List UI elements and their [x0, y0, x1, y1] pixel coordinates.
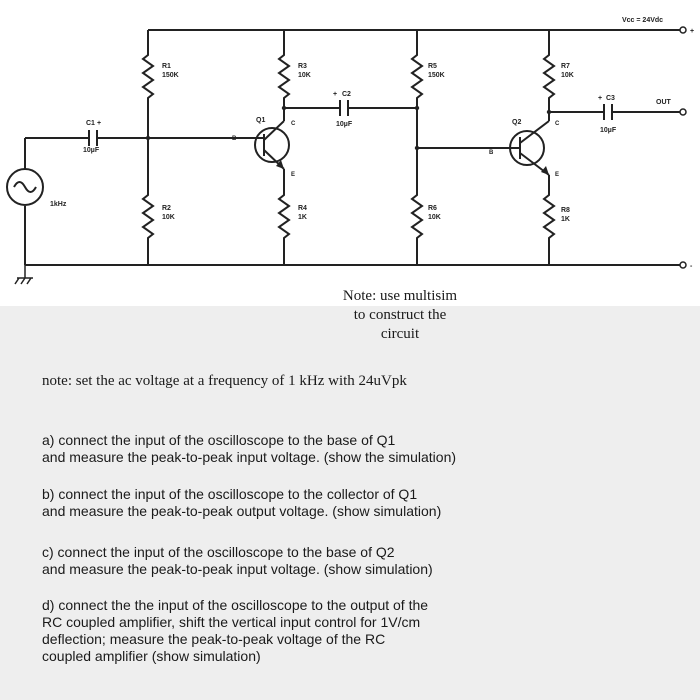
sine-wave-icon: [14, 182, 36, 192]
r4-value: 1K: [298, 214, 307, 221]
multisim-note-line-3: circuit: [380, 326, 420, 342]
c3-capacitor-icon: [604, 104, 612, 120]
r8-value: 1K: [561, 216, 570, 223]
q2-name: Q2: [512, 119, 522, 126]
c1-capacitor-icon: [89, 130, 97, 146]
question-b-line-1: b) connect the input of the oscilloscope to the collector of Q1: [42, 486, 418, 502]
r2-name: R2: [162, 205, 171, 212]
q2-pin-c: C: [555, 121, 560, 127]
source-frequency-label: 1kHz: [50, 201, 67, 208]
q2-pin-e: E: [555, 172, 560, 178]
question-a-line-1: a) connect the input of the oscilloscope to the base of Q1: [42, 432, 396, 448]
c2-value: 10µF: [336, 121, 353, 128]
question-c-line-1: c) connect the input of the oscilloscope to the base of Q2: [42, 544, 395, 560]
r8-resistor-icon: [544, 175, 554, 265]
q1-pin-c: C: [291, 121, 296, 127]
c3-polarity: +: [598, 95, 603, 102]
multisim-note-line-2: to construct the: [353, 307, 447, 323]
output-terminal: [680, 109, 686, 115]
output-label: OUT: [656, 99, 671, 106]
r7-value: 10K: [561, 72, 574, 79]
vcc-terminal: [680, 27, 686, 33]
r5-name: R5: [428, 63, 437, 70]
question-d: [42, 597, 522, 665]
r4-resistor-icon: [279, 169, 289, 265]
r5-node: [415, 106, 419, 110]
r7-resistor-icon: [544, 30, 554, 121]
c2-capacitor-icon: [340, 100, 348, 116]
r6-name: R6: [428, 205, 437, 212]
r1-value: 150K: [162, 72, 179, 79]
ac-voltage-note: note: set the ac voltage at a frequency of 1 kHz with 24uVpk: [42, 373, 407, 389]
c2-name: C2: [342, 91, 351, 98]
question-c: [42, 544, 522, 578]
r6-value: 10K: [428, 214, 441, 221]
vcc-plus-sign: +: [690, 28, 695, 35]
question-c-line-2: and measure the peak-to-peak input voltage. (show simulation): [42, 561, 433, 577]
multisim-note-line-1: Note: use multisim: [342, 288, 458, 304]
r3-value: 10K: [298, 72, 311, 79]
ground-icon: [15, 265, 33, 284]
r8-name: R8: [561, 207, 570, 214]
r7-name: R7: [561, 63, 570, 70]
multisim-note: [300, 287, 500, 344]
ground-terminal: [680, 262, 686, 268]
question-a-line-2: and measure the peak-to-peak input voltage. (show the simulation): [42, 449, 457, 465]
c1-polarity: +: [97, 120, 102, 127]
question-d-line-4: coupled amplifier (show simulation): [42, 648, 261, 664]
question-d-line-2: RC coupled amplifier, shift the vertical input control for 1V/cm: [42, 614, 421, 630]
c1-name: C1: [86, 120, 95, 127]
r2-value: 10K: [162, 214, 175, 221]
c3-name: C3: [606, 95, 615, 102]
question-a: [42, 432, 522, 466]
vcc-label: Vcc = 24Vdc: [622, 17, 664, 24]
q1-name: Q1: [256, 117, 266, 124]
q1-pin-e: E: [291, 172, 296, 178]
q1-pin-b: B: [232, 136, 237, 142]
r4-name: R4: [298, 205, 307, 212]
r3-name: R3: [298, 63, 307, 70]
c2-polarity: +: [333, 91, 338, 98]
ground-minus-sign: -: [690, 263, 693, 270]
question-d-line-1: d) connect the the input of the oscilloscope to the output of the: [42, 597, 429, 613]
r1-r2-divider-icon: [143, 30, 153, 265]
c1-value: 10µF: [83, 147, 100, 154]
question-d-line-3: deflection; measure the peak-to-peak voltage of the RC: [42, 631, 386, 647]
c3-value: 10µF: [600, 127, 617, 134]
rc-coupled-amplifier-schematic: [0, 0, 700, 306]
question-b: [42, 486, 522, 520]
q2-pin-b: B: [489, 150, 494, 156]
question-b-line-2: and measure the peak-to-peak output voltage. (show simulation): [42, 503, 442, 519]
r1-name: R1: [162, 63, 171, 70]
r5-value: 150K: [428, 72, 445, 79]
